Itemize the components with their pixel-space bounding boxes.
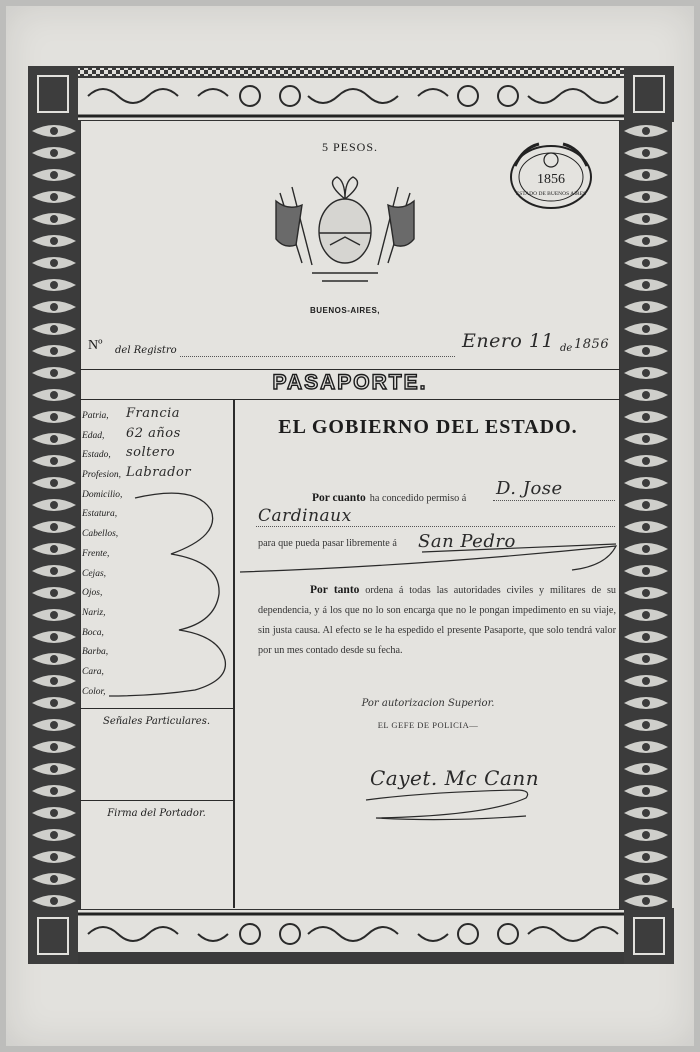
holder-name-handwritten-2: Cardinaux bbox=[258, 506, 352, 526]
signature-flourish bbox=[360, 760, 535, 826]
description-values bbox=[126, 404, 226, 483]
price-label: 5 PESOS. bbox=[321, 140, 379, 154]
por-cuanto-lead: Por cuanto bbox=[312, 492, 366, 504]
holder-name-handwritten-1: D. Jose bbox=[496, 478, 563, 499]
destination-text: para que pueda pasar libremente á bbox=[258, 538, 397, 549]
chief-of-police: EL GEFE DE POLICIA— bbox=[377, 720, 479, 730]
left-divider-1 bbox=[80, 708, 233, 709]
por-tanto-text: ordena á todas las autoridades civiles y militares de su dependencia, y á los que no lo son encarga que no le pongan impedimento en su viaje, sin justa causa. Al efecto se le ha espedido el presente Pasaporte, que solo tendrá valor por un mes contado desde su fecha. bbox=[258, 585, 617, 656]
ornamental-border-top bbox=[28, 66, 674, 122]
por-cuanto-text: ha concedido permiso á bbox=[369, 493, 467, 504]
coat-of-arms-emblem bbox=[272, 173, 418, 289]
field-value: Labrador bbox=[126, 465, 192, 481]
field-value: Francia bbox=[126, 406, 181, 421]
heading-divider bbox=[80, 399, 620, 400]
por-tanto-lead: Por tanto bbox=[310, 584, 360, 596]
field-label: Color, bbox=[82, 686, 106, 697]
ornamental-border-right bbox=[620, 120, 672, 910]
field-label: Domicilio, bbox=[82, 489, 123, 500]
field-label: Edad, bbox=[82, 430, 105, 441]
ornamental-border-bottom bbox=[28, 908, 674, 964]
field-value: soltero bbox=[126, 445, 176, 461]
registry-no-label: Nº bbox=[88, 338, 103, 353]
field-label: Nariz, bbox=[82, 607, 106, 618]
registry-date-prefix: de bbox=[560, 343, 573, 354]
government-heading: EL GOBIERNO DEL ESTADO. bbox=[278, 416, 578, 438]
holder-line-2 bbox=[256, 526, 615, 527]
passport-heading: PASAPORTE. bbox=[272, 371, 428, 394]
handwritten-flourish bbox=[105, 484, 230, 702]
stamp-text: ESTADO DE BUENOS AIRES bbox=[515, 191, 587, 197]
destination-flourish bbox=[236, 530, 620, 576]
authority-line: Por autorizacion Superior. bbox=[361, 698, 495, 709]
field-label: Boca, bbox=[82, 627, 104, 638]
column-divider bbox=[233, 400, 235, 908]
holder-line-1 bbox=[493, 500, 615, 501]
registry-divider bbox=[80, 369, 620, 370]
field-label: Cara, bbox=[82, 666, 104, 677]
senales-label: Señales Particulares. bbox=[102, 716, 211, 727]
chief-signature: Cayet. Mc Cann bbox=[370, 766, 540, 790]
registry-year: 1856 bbox=[574, 337, 610, 352]
stamp-year: 1856 bbox=[537, 172, 565, 187]
field-label: Patria, bbox=[82, 411, 109, 421]
por-tanto-paragraph bbox=[258, 580, 616, 661]
left-divider-2 bbox=[80, 800, 233, 801]
ornamental-border-left bbox=[28, 120, 80, 910]
field-label: Ojos, bbox=[82, 588, 103, 599]
firma-label: Firma del Portador. bbox=[107, 808, 206, 819]
field-label: Cejas, bbox=[82, 568, 107, 579]
registry-date-handwritten: Enero 11 bbox=[462, 330, 555, 352]
field-label: Profesion, bbox=[82, 470, 121, 481]
state-seal-stamp bbox=[505, 140, 597, 214]
destination-handwritten: San Pedro bbox=[418, 531, 516, 552]
city-label: BUENOS-AIRES, bbox=[309, 306, 381, 315]
field-label: Estatura, bbox=[82, 509, 118, 520]
field-label: Frente, bbox=[82, 548, 110, 559]
registry-number-line bbox=[180, 356, 455, 357]
field-label: Cabellos, bbox=[82, 529, 119, 540]
field-value: 62 años bbox=[126, 425, 181, 441]
field-label: Estado, bbox=[82, 450, 111, 461]
field-label: Barba, bbox=[82, 647, 109, 658]
registry-del-label: del Registro bbox=[115, 345, 177, 356]
